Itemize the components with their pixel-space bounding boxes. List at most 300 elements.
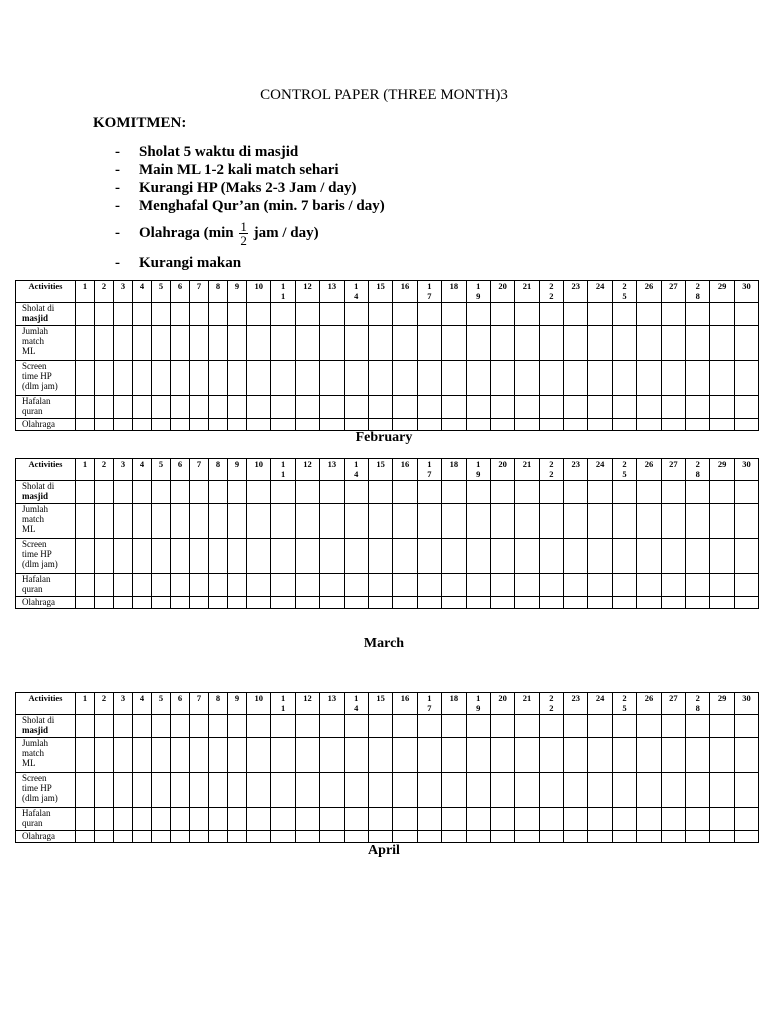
tracking-cell[interactable] <box>320 738 344 773</box>
tracking-cell[interactable] <box>564 773 588 808</box>
tracking-cell[interactable] <box>612 419 636 431</box>
tracking-cell[interactable] <box>661 539 685 574</box>
tracking-cell[interactable] <box>515 419 539 431</box>
tracking-cell[interactable] <box>539 361 563 396</box>
tracking-cell[interactable] <box>637 539 661 574</box>
tracking-cell[interactable] <box>417 326 441 361</box>
tracking-cell[interactable] <box>295 831 319 843</box>
tracking-cell[interactable] <box>152 831 171 843</box>
tracking-cell[interactable] <box>734 504 758 539</box>
tracking-cell[interactable] <box>228 715 247 738</box>
tracking-cell[interactable] <box>95 504 114 539</box>
tracking-cell[interactable] <box>686 481 710 504</box>
tracking-cell[interactable] <box>344 808 368 831</box>
tracking-cell[interactable] <box>344 361 368 396</box>
tracking-cell[interactable] <box>588 481 612 504</box>
tracking-cell[interactable] <box>320 419 344 431</box>
tracking-cell[interactable] <box>393 303 417 326</box>
tracking-cell[interactable] <box>247 715 271 738</box>
tracking-cell[interactable] <box>588 504 612 539</box>
tracking-cell[interactable] <box>114 831 133 843</box>
tracking-cell[interactable] <box>247 303 271 326</box>
tracking-cell[interactable] <box>442 303 466 326</box>
tracking-cell[interactable] <box>661 597 685 609</box>
tracking-cell[interactable] <box>190 539 209 574</box>
tracking-cell[interactable] <box>564 738 588 773</box>
tracking-cell[interactable] <box>76 597 95 609</box>
tracking-cell[interactable] <box>637 808 661 831</box>
tracking-cell[interactable] <box>133 481 152 504</box>
tracking-cell[interactable] <box>133 396 152 419</box>
tracking-cell[interactable] <box>612 504 636 539</box>
tracking-cell[interactable] <box>344 597 368 609</box>
tracking-cell[interactable] <box>320 597 344 609</box>
tracking-cell[interactable] <box>368 326 392 361</box>
tracking-cell[interactable] <box>661 481 685 504</box>
tracking-cell[interactable] <box>295 738 319 773</box>
tracking-cell[interactable] <box>539 773 563 808</box>
tracking-cell[interactable] <box>417 597 441 609</box>
tracking-cell[interactable] <box>734 539 758 574</box>
tracking-cell[interactable] <box>133 808 152 831</box>
tracking-cell[interactable] <box>209 481 228 504</box>
tracking-cell[interactable] <box>612 773 636 808</box>
tracking-cell[interactable] <box>539 831 563 843</box>
tracking-cell[interactable] <box>190 481 209 504</box>
tracking-cell[interactable] <box>320 396 344 419</box>
tracking-cell[interactable] <box>710 303 734 326</box>
tracking-cell[interactable] <box>95 396 114 419</box>
tracking-cell[interactable] <box>209 419 228 431</box>
tracking-cell[interactable] <box>417 504 441 539</box>
tracking-cell[interactable] <box>442 481 466 504</box>
tracking-cell[interactable] <box>612 808 636 831</box>
tracking-cell[interactable] <box>76 539 95 574</box>
tracking-cell[interactable] <box>344 773 368 808</box>
tracking-cell[interactable] <box>171 808 190 831</box>
tracking-cell[interactable] <box>588 539 612 574</box>
tracking-cell[interactable] <box>588 326 612 361</box>
tracking-cell[interactable] <box>114 738 133 773</box>
tracking-cell[interactable] <box>417 481 441 504</box>
tracking-cell[interactable] <box>209 396 228 419</box>
tracking-cell[interactable] <box>209 574 228 597</box>
tracking-cell[interactable] <box>95 303 114 326</box>
tracking-cell[interactable] <box>368 419 392 431</box>
tracking-cell[interactable] <box>564 396 588 419</box>
tracking-cell[interactable] <box>515 574 539 597</box>
tracking-cell[interactable] <box>271 539 295 574</box>
tracking-cell[interactable] <box>76 715 95 738</box>
tracking-cell[interactable] <box>734 481 758 504</box>
tracking-cell[interactable] <box>710 831 734 843</box>
tracking-cell[interactable] <box>295 303 319 326</box>
tracking-cell[interactable] <box>320 831 344 843</box>
tracking-cell[interactable] <box>686 361 710 396</box>
tracking-cell[interactable] <box>114 396 133 419</box>
tracking-cell[interactable] <box>734 831 758 843</box>
tracking-cell[interactable] <box>710 504 734 539</box>
tracking-cell[interactable] <box>344 539 368 574</box>
tracking-cell[interactable] <box>171 361 190 396</box>
tracking-cell[interactable] <box>515 773 539 808</box>
tracking-cell[interactable] <box>190 419 209 431</box>
tracking-cell[interactable] <box>271 303 295 326</box>
tracking-cell[interactable] <box>490 539 514 574</box>
tracking-cell[interactable] <box>466 831 490 843</box>
tracking-cell[interactable] <box>247 361 271 396</box>
tracking-cell[interactable] <box>661 504 685 539</box>
tracking-cell[interactable] <box>228 738 247 773</box>
tracking-cell[interactable] <box>588 831 612 843</box>
tracking-cell[interactable] <box>171 326 190 361</box>
tracking-cell[interactable] <box>271 574 295 597</box>
tracking-cell[interactable] <box>247 326 271 361</box>
tracking-cell[interactable] <box>686 326 710 361</box>
tracking-cell[interactable] <box>368 481 392 504</box>
tracking-cell[interactable] <box>564 419 588 431</box>
tracking-cell[interactable] <box>442 419 466 431</box>
tracking-cell[interactable] <box>442 574 466 597</box>
tracking-cell[interactable] <box>417 396 441 419</box>
tracking-cell[interactable] <box>247 419 271 431</box>
tracking-cell[interactable] <box>710 326 734 361</box>
tracking-cell[interactable] <box>564 504 588 539</box>
tracking-cell[interactable] <box>271 597 295 609</box>
tracking-cell[interactable] <box>612 715 636 738</box>
tracking-cell[interactable] <box>114 303 133 326</box>
tracking-cell[interactable] <box>368 396 392 419</box>
tracking-cell[interactable] <box>539 715 563 738</box>
tracking-cell[interactable] <box>588 574 612 597</box>
tracking-cell[interactable] <box>686 738 710 773</box>
tracking-cell[interactable] <box>490 361 514 396</box>
tracking-cell[interactable] <box>271 831 295 843</box>
tracking-cell[interactable] <box>393 504 417 539</box>
tracking-cell[interactable] <box>588 597 612 609</box>
tracking-cell[interactable] <box>152 326 171 361</box>
tracking-cell[interactable] <box>76 326 95 361</box>
tracking-cell[interactable] <box>539 808 563 831</box>
tracking-cell[interactable] <box>76 738 95 773</box>
tracking-cell[interactable] <box>228 361 247 396</box>
tracking-cell[interactable] <box>320 481 344 504</box>
tracking-cell[interactable] <box>295 481 319 504</box>
tracking-cell[interactable] <box>442 539 466 574</box>
tracking-cell[interactable] <box>368 539 392 574</box>
tracking-cell[interactable] <box>466 773 490 808</box>
tracking-cell[interactable] <box>171 831 190 843</box>
tracking-cell[interactable] <box>734 396 758 419</box>
tracking-cell[interactable] <box>466 303 490 326</box>
tracking-cell[interactable] <box>637 419 661 431</box>
tracking-cell[interactable] <box>320 539 344 574</box>
tracking-cell[interactable] <box>133 539 152 574</box>
tracking-cell[interactable] <box>588 361 612 396</box>
tracking-cell[interactable] <box>637 361 661 396</box>
tracking-cell[interactable] <box>209 773 228 808</box>
tracking-cell[interactable] <box>190 597 209 609</box>
tracking-cell[interactable] <box>490 831 514 843</box>
tracking-cell[interactable] <box>368 574 392 597</box>
tracking-cell[interactable] <box>190 326 209 361</box>
tracking-cell[interactable] <box>393 539 417 574</box>
tracking-cell[interactable] <box>466 419 490 431</box>
tracking-cell[interactable] <box>539 481 563 504</box>
tracking-cell[interactable] <box>133 326 152 361</box>
tracking-cell[interactable] <box>637 773 661 808</box>
tracking-cell[interactable] <box>114 715 133 738</box>
tracking-cell[interactable] <box>734 773 758 808</box>
tracking-cell[interactable] <box>368 361 392 396</box>
tracking-cell[interactable] <box>295 808 319 831</box>
tracking-cell[interactable] <box>76 303 95 326</box>
tracking-cell[interactable] <box>710 773 734 808</box>
tracking-cell[interactable] <box>661 326 685 361</box>
tracking-cell[interactable] <box>588 738 612 773</box>
tracking-cell[interactable] <box>515 396 539 419</box>
tracking-cell[interactable] <box>209 303 228 326</box>
tracking-cell[interactable] <box>539 597 563 609</box>
tracking-cell[interactable] <box>295 574 319 597</box>
tracking-cell[interactable] <box>190 361 209 396</box>
tracking-cell[interactable] <box>209 504 228 539</box>
tracking-cell[interactable] <box>442 504 466 539</box>
tracking-cell[interactable] <box>295 715 319 738</box>
tracking-cell[interactable] <box>686 539 710 574</box>
tracking-cell[interactable] <box>442 326 466 361</box>
tracking-cell[interactable] <box>95 361 114 396</box>
tracking-cell[interactable] <box>344 419 368 431</box>
tracking-cell[interactable] <box>466 326 490 361</box>
tracking-cell[interactable] <box>190 574 209 597</box>
tracking-cell[interactable] <box>686 396 710 419</box>
tracking-cell[interactable] <box>171 303 190 326</box>
tracking-cell[interactable] <box>171 396 190 419</box>
tracking-cell[interactable] <box>393 326 417 361</box>
tracking-cell[interactable] <box>539 396 563 419</box>
tracking-cell[interactable] <box>686 831 710 843</box>
tracking-cell[interactable] <box>442 808 466 831</box>
tracking-cell[interactable] <box>152 481 171 504</box>
tracking-cell[interactable] <box>393 574 417 597</box>
tracking-cell[interactable] <box>710 808 734 831</box>
tracking-cell[interactable] <box>171 539 190 574</box>
tracking-cell[interactable] <box>686 597 710 609</box>
tracking-cell[interactable] <box>637 396 661 419</box>
tracking-cell[interactable] <box>152 808 171 831</box>
tracking-cell[interactable] <box>612 597 636 609</box>
tracking-cell[interactable] <box>271 773 295 808</box>
tracking-cell[interactable] <box>564 361 588 396</box>
tracking-cell[interactable] <box>368 597 392 609</box>
tracking-cell[interactable] <box>344 715 368 738</box>
tracking-cell[interactable] <box>271 808 295 831</box>
tracking-cell[interactable] <box>588 303 612 326</box>
tracking-cell[interactable] <box>442 715 466 738</box>
tracking-cell[interactable] <box>247 738 271 773</box>
tracking-cell[interactable] <box>76 504 95 539</box>
tracking-cell[interactable] <box>466 574 490 597</box>
tracking-cell[interactable] <box>490 326 514 361</box>
tracking-cell[interactable] <box>209 831 228 843</box>
tracking-cell[interactable] <box>295 361 319 396</box>
tracking-cell[interactable] <box>190 396 209 419</box>
tracking-cell[interactable] <box>734 574 758 597</box>
tracking-cell[interactable] <box>228 773 247 808</box>
tracking-cell[interactable] <box>133 303 152 326</box>
tracking-cell[interactable] <box>271 396 295 419</box>
tracking-cell[interactable] <box>637 303 661 326</box>
tracking-cell[interactable] <box>295 326 319 361</box>
tracking-cell[interactable] <box>152 738 171 773</box>
tracking-cell[interactable] <box>661 773 685 808</box>
tracking-cell[interactable] <box>490 773 514 808</box>
tracking-cell[interactable] <box>344 504 368 539</box>
tracking-cell[interactable] <box>209 715 228 738</box>
tracking-cell[interactable] <box>228 419 247 431</box>
tracking-cell[interactable] <box>344 326 368 361</box>
tracking-cell[interactable] <box>152 539 171 574</box>
tracking-cell[interactable] <box>564 831 588 843</box>
tracking-cell[interactable] <box>209 597 228 609</box>
tracking-cell[interactable] <box>133 419 152 431</box>
tracking-cell[interactable] <box>295 597 319 609</box>
tracking-cell[interactable] <box>661 831 685 843</box>
tracking-cell[interactable] <box>734 326 758 361</box>
tracking-cell[interactable] <box>417 773 441 808</box>
tracking-cell[interactable] <box>368 831 392 843</box>
tracking-cell[interactable] <box>320 504 344 539</box>
tracking-cell[interactable] <box>466 808 490 831</box>
tracking-cell[interactable] <box>466 396 490 419</box>
tracking-cell[interactable] <box>344 738 368 773</box>
tracking-cell[interactable] <box>661 574 685 597</box>
tracking-cell[interactable] <box>515 539 539 574</box>
tracking-cell[interactable] <box>95 773 114 808</box>
tracking-cell[interactable] <box>661 715 685 738</box>
tracking-cell[interactable] <box>393 773 417 808</box>
tracking-cell[interactable] <box>710 419 734 431</box>
tracking-cell[interactable] <box>368 738 392 773</box>
tracking-cell[interactable] <box>271 326 295 361</box>
tracking-cell[interactable] <box>588 808 612 831</box>
tracking-cell[interactable] <box>247 504 271 539</box>
tracking-cell[interactable] <box>228 808 247 831</box>
tracking-cell[interactable] <box>209 326 228 361</box>
tracking-cell[interactable] <box>515 504 539 539</box>
tracking-cell[interactable] <box>393 715 417 738</box>
tracking-cell[interactable] <box>490 396 514 419</box>
tracking-cell[interactable] <box>247 539 271 574</box>
tracking-cell[interactable] <box>588 715 612 738</box>
tracking-cell[interactable] <box>564 303 588 326</box>
tracking-cell[interactable] <box>171 419 190 431</box>
tracking-cell[interactable] <box>152 773 171 808</box>
tracking-cell[interactable] <box>417 808 441 831</box>
tracking-cell[interactable] <box>490 738 514 773</box>
tracking-cell[interactable] <box>320 574 344 597</box>
tracking-cell[interactable] <box>209 361 228 396</box>
tracking-cell[interactable] <box>133 361 152 396</box>
tracking-cell[interactable] <box>661 396 685 419</box>
tracking-cell[interactable] <box>417 715 441 738</box>
tracking-cell[interactable] <box>171 597 190 609</box>
tracking-cell[interactable] <box>515 738 539 773</box>
tracking-cell[interactable] <box>661 738 685 773</box>
tracking-cell[interactable] <box>76 419 95 431</box>
tracking-cell[interactable] <box>190 808 209 831</box>
tracking-cell[interactable] <box>393 481 417 504</box>
tracking-cell[interactable] <box>95 715 114 738</box>
tracking-cell[interactable] <box>295 419 319 431</box>
tracking-cell[interactable] <box>710 396 734 419</box>
tracking-cell[interactable] <box>417 831 441 843</box>
tracking-cell[interactable] <box>417 574 441 597</box>
tracking-cell[interactable] <box>466 715 490 738</box>
tracking-cell[interactable] <box>171 773 190 808</box>
tracking-cell[interactable] <box>114 597 133 609</box>
tracking-cell[interactable] <box>320 303 344 326</box>
tracking-cell[interactable] <box>686 773 710 808</box>
tracking-cell[interactable] <box>114 504 133 539</box>
tracking-cell[interactable] <box>637 326 661 361</box>
tracking-cell[interactable] <box>171 504 190 539</box>
tracking-cell[interactable] <box>76 831 95 843</box>
tracking-cell[interactable] <box>133 715 152 738</box>
tracking-cell[interactable] <box>466 481 490 504</box>
tracking-cell[interactable] <box>661 361 685 396</box>
tracking-cell[interactable] <box>661 808 685 831</box>
tracking-cell[interactable] <box>515 808 539 831</box>
tracking-cell[interactable] <box>637 597 661 609</box>
tracking-cell[interactable] <box>95 738 114 773</box>
tracking-cell[interactable] <box>539 303 563 326</box>
tracking-cell[interactable] <box>271 738 295 773</box>
tracking-cell[interactable] <box>417 539 441 574</box>
tracking-cell[interactable] <box>490 504 514 539</box>
tracking-cell[interactable] <box>515 361 539 396</box>
tracking-cell[interactable] <box>539 738 563 773</box>
tracking-cell[interactable] <box>564 715 588 738</box>
tracking-cell[interactable] <box>247 396 271 419</box>
tracking-cell[interactable] <box>152 303 171 326</box>
tracking-cell[interactable] <box>734 361 758 396</box>
tracking-cell[interactable] <box>190 773 209 808</box>
tracking-cell[interactable] <box>271 715 295 738</box>
tracking-cell[interactable] <box>686 808 710 831</box>
tracking-cell[interactable] <box>190 303 209 326</box>
tracking-cell[interactable] <box>490 481 514 504</box>
tracking-cell[interactable] <box>344 303 368 326</box>
tracking-cell[interactable] <box>247 773 271 808</box>
tracking-cell[interactable] <box>417 361 441 396</box>
tracking-cell[interactable] <box>368 303 392 326</box>
tracking-cell[interactable] <box>442 597 466 609</box>
tracking-cell[interactable] <box>247 597 271 609</box>
tracking-cell[interactable] <box>710 597 734 609</box>
tracking-cell[interactable] <box>686 715 710 738</box>
tracking-cell[interactable] <box>209 738 228 773</box>
tracking-cell[interactable] <box>637 715 661 738</box>
tracking-cell[interactable] <box>320 773 344 808</box>
tracking-cell[interactable] <box>209 539 228 574</box>
tracking-cell[interactable] <box>612 326 636 361</box>
tracking-cell[interactable] <box>490 808 514 831</box>
tracking-cell[interactable] <box>612 481 636 504</box>
tracking-cell[interactable] <box>661 303 685 326</box>
tracking-cell[interactable] <box>515 303 539 326</box>
